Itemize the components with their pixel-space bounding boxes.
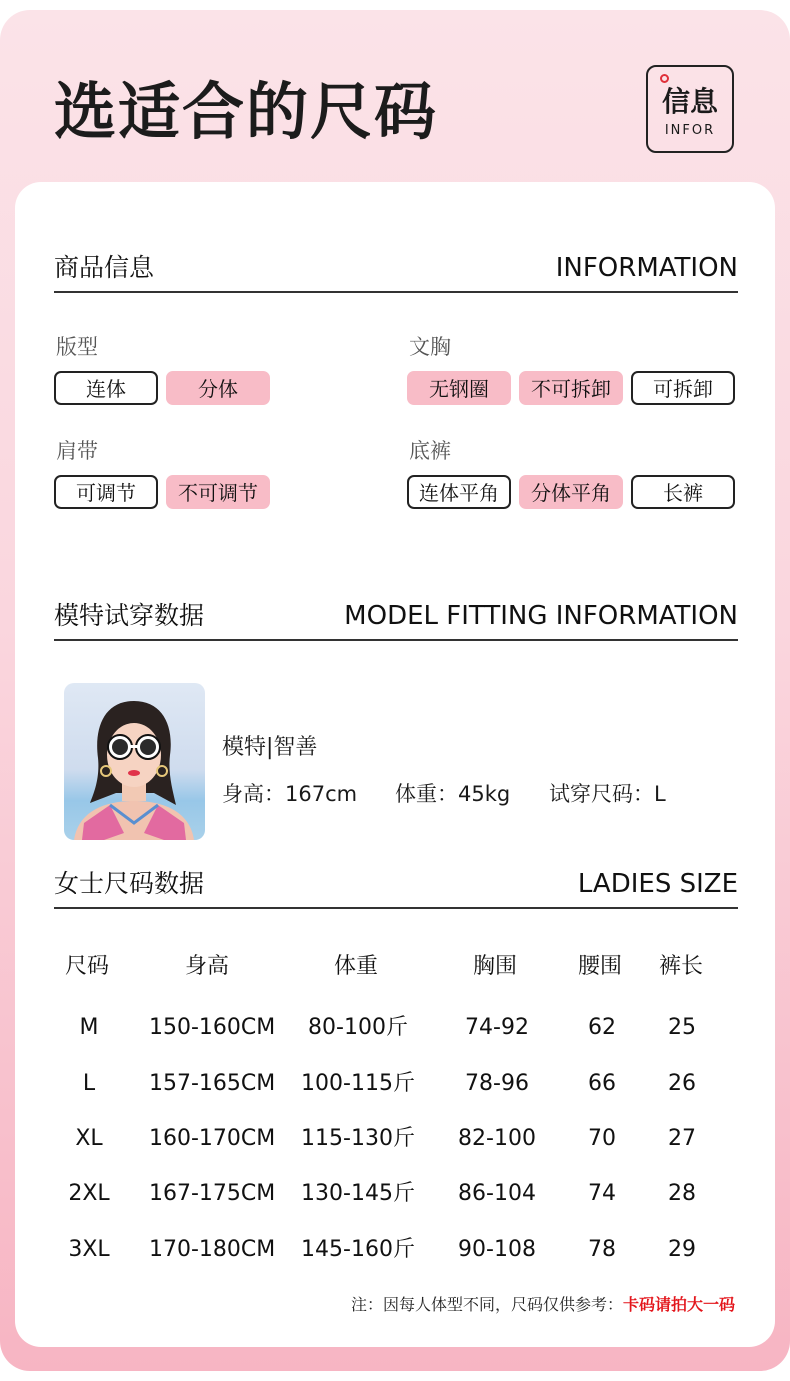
size-note-highlight: 卡码请拍大一码 <box>622 1295 735 1314</box>
table-cell: 27 <box>668 1126 696 1151</box>
tag-non-adjustable[interactable]: 不可调节 <box>166 475 270 509</box>
table-cell: XL <box>75 1126 103 1151</box>
table-header: 身高 <box>184 954 229 979</box>
model-title-en: MODEL FITTING INFORMATION <box>344 601 738 631</box>
table-cell: 74 <box>588 1181 616 1206</box>
dot-icon <box>660 74 669 83</box>
table-cell: 157-165CM <box>149 1071 276 1096</box>
model-weight: 体重：45kg <box>395 782 511 806</box>
table-cell: M <box>79 1015 99 1040</box>
table-cell: 29 <box>668 1237 696 1262</box>
table-cell: 100-115斤 <box>301 1071 415 1096</box>
info-badge <box>646 65 734 153</box>
table-cell: 3XL <box>68 1237 110 1262</box>
table-cell: 2XL <box>68 1181 110 1206</box>
table-header: 体重 <box>333 954 378 979</box>
model-title: 模特试穿数据 <box>54 601 205 630</box>
size-title-en: LADIES SIZE <box>577 869 738 899</box>
table-cell: 80-100斤 <box>308 1015 408 1040</box>
tag-two-piece[interactable]: 分体 <box>166 371 270 405</box>
table-cell: 28 <box>668 1181 696 1206</box>
tag-one-piece-boyshort[interactable]: 连体平角 <box>407 475 511 509</box>
table-cell: 62 <box>588 1015 616 1040</box>
table-header: 尺码 <box>64 954 109 979</box>
table-cell: 78 <box>588 1237 616 1262</box>
tag-removable-pad[interactable]: 可拆卸 <box>631 371 735 405</box>
model-header <box>54 599 738 641</box>
tag-non-removable-pad[interactable]: 不可拆卸 <box>519 371 623 405</box>
product-info-title-en: INFORMATION <box>555 253 738 283</box>
table-cell: 115-130斤 <box>301 1126 415 1151</box>
tag-wireless[interactable]: 无钢圈 <box>407 371 511 405</box>
table-cell: 78-96 <box>465 1071 529 1096</box>
tag-long-pants[interactable]: 长裤 <box>631 475 735 509</box>
model-height: 身高：167cm <box>222 782 358 806</box>
tag-two-piece-boyshort[interactable]: 分体平角 <box>519 475 623 509</box>
product-info-header <box>54 251 738 293</box>
table-cell: 86-104 <box>458 1181 536 1206</box>
table-cell: 74-92 <box>465 1015 529 1040</box>
model-photo <box>64 683 205 840</box>
table-cell: 150-160CM <box>149 1015 276 1040</box>
tag-one-piece[interactable]: 连体 <box>54 371 158 405</box>
table-cell: 130-145斤 <box>301 1181 415 1206</box>
attr-label-fit: 版型 <box>56 335 98 359</box>
table-cell: 66 <box>588 1071 616 1096</box>
table-header: 胸围 <box>472 954 517 979</box>
size-title: 女士尺码数据 <box>54 869 205 898</box>
model-fitting-size: 试穿尺码：L <box>549 782 666 806</box>
table-cell: L <box>82 1071 96 1096</box>
size-note-text: 注：因每人体型不同，尺码仅供参考： <box>350 1295 623 1314</box>
table-cell: 145-160斤 <box>301 1237 415 1262</box>
model-name: 模特|智善 <box>222 735 318 760</box>
table-cell: 70 <box>588 1126 616 1151</box>
size-note <box>351 1292 735 1318</box>
attr-label-bottom: 底裤 <box>409 439 451 463</box>
product-info-title: 商品信息 <box>54 253 155 282</box>
table-header: 裤长 <box>658 954 703 979</box>
table-cell: 26 <box>668 1071 696 1096</box>
table-cell: 167-175CM <box>149 1181 276 1206</box>
table-header: 腰围 <box>577 954 622 979</box>
size-header <box>54 867 738 909</box>
info-badge-cn: 信息 <box>661 85 718 118</box>
tag-adjustable[interactable]: 可调节 <box>54 475 158 509</box>
table-cell: 160-170CM <box>149 1126 276 1151</box>
table-cell: 25 <box>668 1015 696 1040</box>
model-portrait-illustration <box>64 683 205 840</box>
page-title: 选适合的尺码 <box>54 75 439 148</box>
attr-label-bra: 文胸 <box>409 335 451 359</box>
table-cell: 90-108 <box>458 1237 536 1262</box>
table-cell: 82-100 <box>458 1126 536 1151</box>
table-cell: 170-180CM <box>149 1237 276 1262</box>
attr-label-strap: 肩带 <box>56 439 98 463</box>
info-badge-en: INFOR <box>664 123 716 138</box>
